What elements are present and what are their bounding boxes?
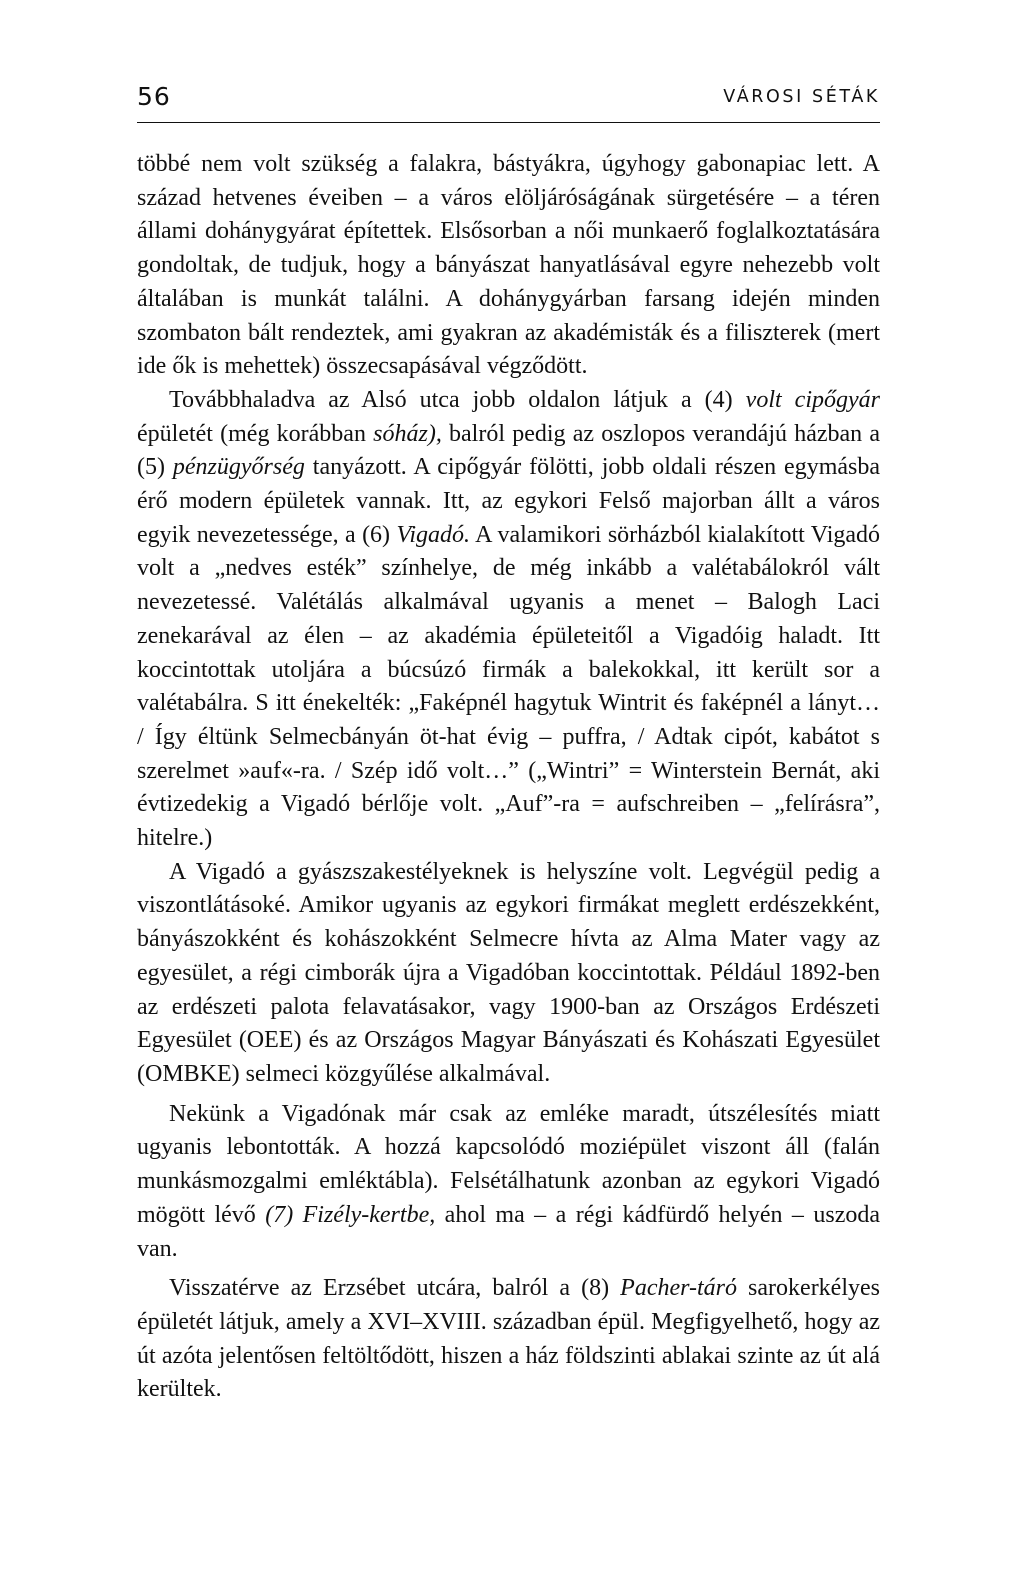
paragraph-3 — [137, 856, 880, 1092]
text-run: A valamikori sörházból kialakított Vigadó volt a „nedves esték” színhelye, de még inkább a valétabálokról vált nevezetessé. Valétálás alkalmával ugyanis a menet – Balogh Laci zenekarával az élen – az akadémia épületeitől a Vigadóig haladt. Itt koccintottak utoljára a búcsúzó firmák a balekokkal, itt került sor a valétabálra. S itt énekelték: „Faképnél hagytuk Wintrit és faképnél a lányt… / Így éltünk Selmecbányán öt-hat évig – puffra, / Adtak cipót, kabátot s szerelmet »auf«-ra. / Szép idő volt…” („Wintri” = Winterstein Bernát, aki évtizedekig a Vigadó bérlője volt. „Auf”-ra = aufschreiben – „felírásra”, hitelre.) — [137, 521, 881, 852]
text-run: tanyázott. A cipőgyár fölötti, jobb oldali részen egymásba érő modern épületek vannak. Itt, az egykori Felső majorban állt a város egyik nevezetessége, a (6) — [137, 454, 881, 548]
text-run: ahol ma – a régi kádfürdő helyén – uszoda van. — [137, 1201, 881, 1262]
text-run: épületét (még korábban — [137, 420, 374, 447]
text-run: Visszatérve az Erzsébet utcára, balról a (8) — [169, 1275, 621, 1302]
paragraph-2 — [137, 384, 880, 856]
text-run: Továbbhaladva az Alsó utca jobb oldalon látjuk a (4) — [169, 386, 746, 413]
paragraph-5 — [137, 1272, 880, 1407]
italic-term: volt cipőgyár — [745, 386, 880, 413]
text-run: többé nem volt szükség a falakra, bástyákra, úgyhogy gabonapiac lett. A század hetvenes éveiben – a város elöljáróságának sürgetésére – a téren állami dohánygyárat építettek. Elsősorban a női munkaerő foglalkoztatására gondoltak, de tudjuk, hogy a bányászat hanyatlásával egyre nehezebb volt általában is munkát találni. A dohánygyárban farsang idején minden szombaton bált rendeztek, ami gyakran az akadémisták és a filiszterek (mert ide ők is mehettek) összecsapásával végződött. — [137, 151, 880, 380]
text-run: sarokerkélyes épületét látjuk, amely a XVI–XVIII. században épül. Megfigyelhető, hogy az út azóta jelentősen feltöltődött, hiszen a ház földszinti ablakai szinte az út alá kerültek. — [137, 1275, 880, 1403]
paragraph-4 — [137, 1098, 880, 1267]
page-header — [137, 78, 880, 123]
italic-term: Vigadó. — [396, 521, 470, 548]
page-number: 56 — [137, 82, 171, 111]
text-run: balról pedig az oszlopos verandájú házban a (5) — [137, 420, 880, 481]
italic-term: Pacher-tárό — [620, 1275, 737, 1302]
running-title: VÁROSI SÉTÁK — [723, 87, 880, 107]
body-text — [137, 148, 880, 1407]
text-run: A Vigadó a gyászszakestélyeknek is helyszíne volt. Legvégül pedig a viszontlátásoké. Amikor ugyanis az egykori firmákat meglett erdészekként, bányászokként és kohászokként Selmecre hívta az Alma Mater vagy az egyesület, a régi cimborák újra a Vigadóban koccintottak. Például 1892-ben az erdészeti palota felavatásakor, vagy 1900-ban az Országos Erdészeti Egyesület (OEE) és az Országos Magyar Bányászati és Kohászati Egyesület (OMBKE) selmeci közgyűlése alkalmával. — [137, 858, 880, 1087]
italic-term: (7) Fizély-kertbe, — [265, 1201, 436, 1228]
italic-term: sóház), — [373, 420, 442, 447]
text-run: Nekünk a Vigadónak már csak az emléke maradt, útszélesítés miatt ugyanis lebontották. A hozzá kapcsolódó moziépület viszont áll (falán munkásmozgalmi emléktábla). Felsétálhatunk azonban az egykori Vigadó mögött lévő — [137, 1100, 880, 1228]
paragraph-1 — [137, 148, 880, 384]
italic-term: pénzügyőrség — [172, 454, 305, 481]
